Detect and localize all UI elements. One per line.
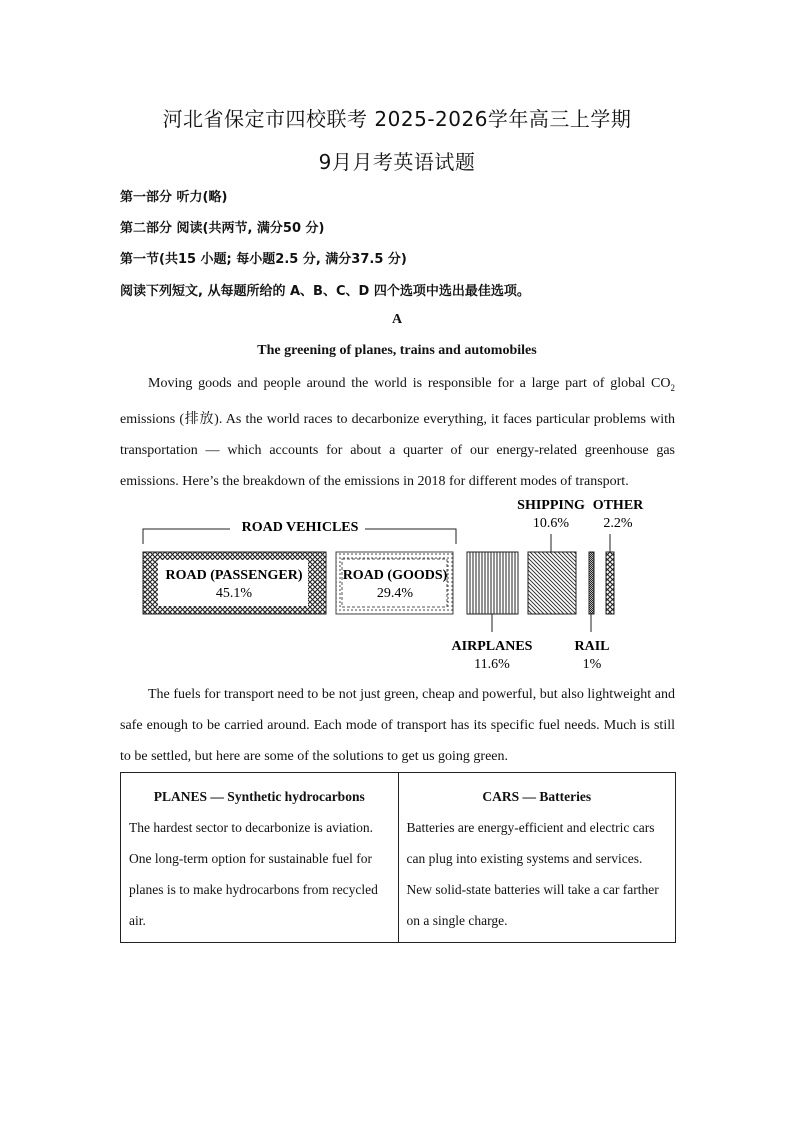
planes-heading: PLANES — Synthetic hydrocarbons [153, 789, 365, 804]
bar-other [606, 552, 614, 614]
planes-text: The hardest sector to decarbonize is aviation. One long-term option for sustainable fuel for planes is to make hydrocarbons from recycled air. [129, 820, 378, 928]
value-rail: 1% [582, 657, 602, 672]
fuel-solutions-table [120, 772, 676, 943]
value-other: 2.2% [603, 516, 633, 531]
bar-rail [589, 552, 594, 614]
paragraph-2: The fuels for transport need to be not just green, cheap and powerful, but also lightweight and safe enough to be carried around. Each mode of transport has its specific fuel needs. Much is still to be settled, but here are some of the solutions to get us going green. [120, 687, 675, 764]
paragraph-1-rest: emissions (排放). As the world races to decarbonize everything, it faces particular problems with transportation — which accounts for about a quarter of our energy-related greenhouse gas emissions. Here’s the breakdown of the emissions in 2018 for different modes of transport. [120, 411, 675, 489]
label-other: OTHER [592, 498, 644, 513]
instruction-text: 阅读下列短文, 从每题所给的 A、B、C、D 四个选项中选出最佳选项。 [120, 284, 530, 299]
co2-subscript: 2 [670, 382, 675, 393]
planes-cell [121, 773, 399, 943]
value-shipping: 10.6% [532, 516, 570, 531]
bar-shipping [528, 552, 576, 614]
value-airplanes: 11.6% [474, 657, 510, 672]
passage-letter: A [391, 312, 403, 327]
paragraph-1 [120, 368, 675, 497]
part2-heading: 第二部分 阅读(共两节, 满分50 分) [120, 221, 325, 236]
road-vehicles-label: ROAD VEHICLES [241, 520, 359, 535]
page-title-line1: 河北省保定市四校联考 2025-2026学年高三上学期 [162, 107, 632, 131]
label-road-goods: ROAD (GOODS) [342, 568, 448, 583]
cars-text: Batteries are energy-efficient and electric cars can plug into existing systems and services. New solid-state batteries will take a car farther on a single charge. [406, 820, 659, 928]
bar-airplanes [467, 552, 518, 614]
label-rail: RAIL [574, 639, 610, 654]
label-airplanes: AIRPLANES [451, 639, 533, 654]
paragraph-1-start: Moving goods and people around the world is responsible for a large part of global CO [148, 376, 671, 391]
part1-heading: 第一部分 听力(略) [120, 190, 228, 205]
value-road-passenger: 45.1% [215, 586, 253, 601]
label-shipping: SHIPPING [517, 498, 585, 513]
section1-heading: 第一节(共15 小题; 每小题2.5 分, 满分37.5 分) [120, 252, 407, 267]
passage-title: The greening of planes, trains and automobiles [257, 343, 537, 358]
cars-cell [398, 773, 676, 943]
page-title-line2: 9月月考英语试题 [318, 150, 476, 174]
value-road-goods: 29.4% [376, 586, 414, 601]
emissions-chart [130, 492, 670, 672]
label-road-passenger: ROAD (PASSENGER) [165, 568, 303, 583]
cars-heading: CARS — Batteries [482, 789, 592, 804]
